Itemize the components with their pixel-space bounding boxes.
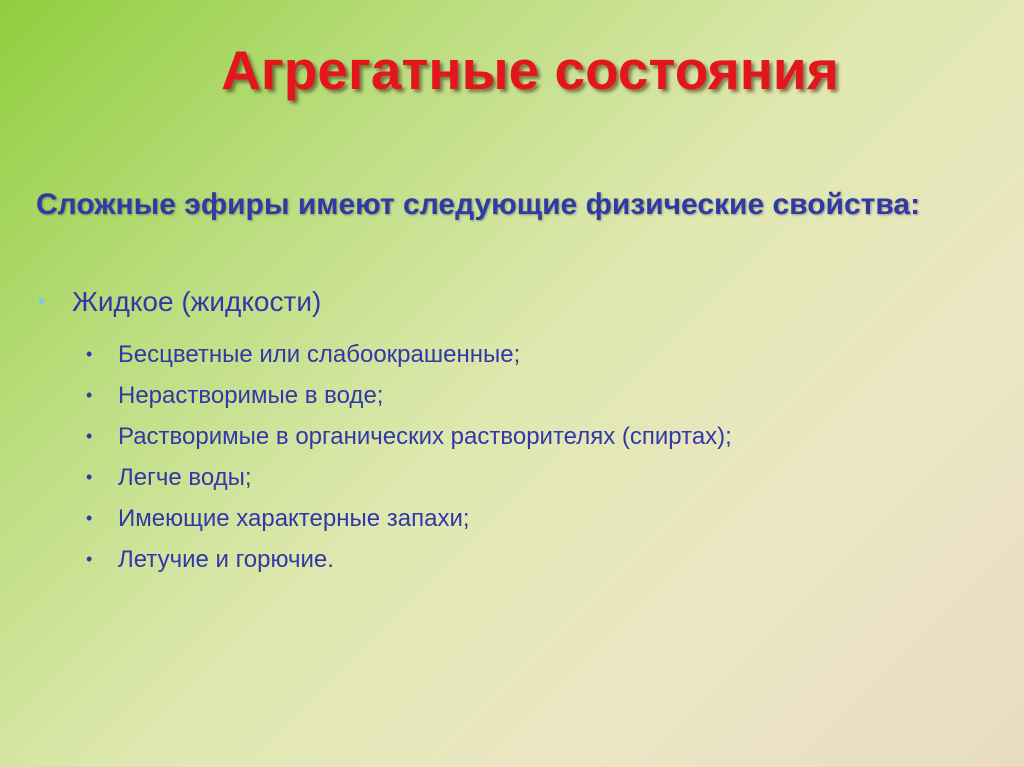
bullet-dot-icon: • — [86, 426, 93, 446]
slide-title: Агрегатные состояния — [221, 39, 839, 101]
list-item — [86, 334, 732, 375]
slide-subtitle: Сложные эфиры имеют следующие физические свойства: — [36, 188, 921, 221]
list-item-text: Имеющие характерные запахи; — [118, 505, 470, 532]
sub-bullet-list — [86, 334, 732, 580]
list-item-text: Растворимые в органических растворителях (спиртах); — [118, 423, 732, 450]
list-item — [86, 498, 732, 539]
bullet-dot-icon: • — [86, 508, 93, 528]
list-item — [86, 539, 732, 580]
bullet-dot-icon: • — [38, 289, 46, 314]
bullet-level1-text: Жидкое (жидкости) — [72, 286, 322, 317]
bullet-dot-icon: • — [86, 467, 93, 487]
list-item-text: Летучие и горючие. — [118, 546, 334, 573]
list-item-text: Бесцветные или слабоокрашенные; — [118, 341, 521, 368]
list-item-text: Нерастворимые в воде; — [118, 382, 384, 409]
list-item — [86, 457, 732, 498]
list-item-text: Легче воды; — [118, 464, 252, 491]
list-item — [86, 375, 732, 416]
bullet-dot-icon: • — [86, 344, 93, 364]
bullet-level1-item — [38, 286, 321, 318]
bullet-dot-icon: • — [86, 385, 93, 405]
bullet-dot-icon: • — [86, 549, 93, 569]
list-item — [86, 416, 732, 457]
